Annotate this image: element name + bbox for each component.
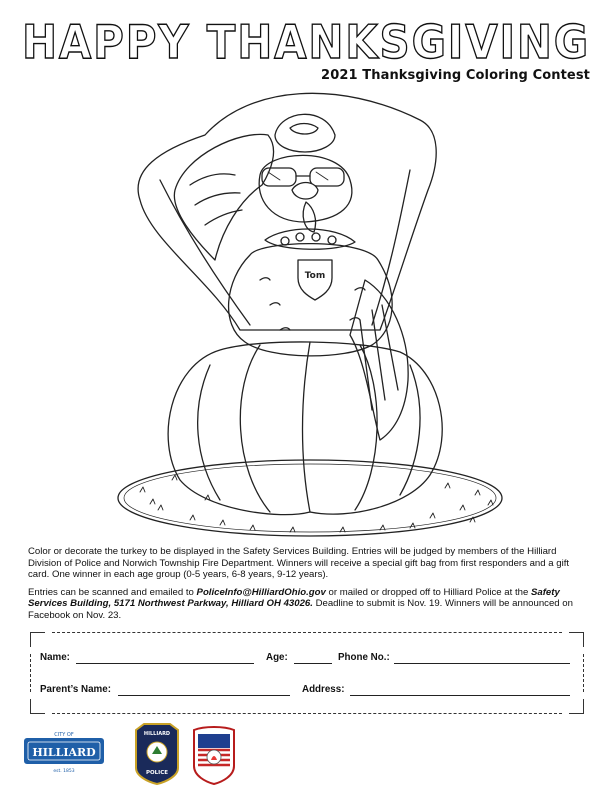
badge-text: Tom xyxy=(304,271,326,281)
deadline-text: Deadline to submit is Nov. 19. Winners will be announced on Facebook on Nov. 23. xyxy=(28,598,573,621)
mail-text: or mailed or dropped off to Hilliard Police at the xyxy=(325,586,531,598)
turkey-cap xyxy=(275,114,335,152)
entry-form xyxy=(30,632,584,714)
grass-rug xyxy=(118,460,502,536)
address-label: Address: xyxy=(302,684,345,695)
contest-subtitle: 2021 Thanksgiving Coloring Contest xyxy=(321,68,590,83)
city-of-text: CITY OF xyxy=(54,732,74,738)
fire-department-shield-icon xyxy=(194,727,234,784)
saluting-wing xyxy=(174,134,273,260)
title-text: HAPPY THANKSGIVING xyxy=(22,15,590,69)
police-badge-bottom-text: POLICE xyxy=(145,770,169,776)
drop-off-address: Safety Services Building, 5171 Northwest Parkway, Hilliard OH 43026. xyxy=(28,586,560,610)
name-label: Name: xyxy=(40,652,70,663)
hilliard-police-badge-icon xyxy=(136,724,178,784)
email-link[interactable]: PoliceInfo@HilliardOhio.gov xyxy=(196,586,326,598)
hilliard-wordmark: HILLIARD xyxy=(32,746,96,759)
instructions-paragraph-1: Color or decorate the turkey to be displayed in the Safety Services Building. Entries will be judged by members of the Hilliard Division of Police and Norwich Township Fire Department. Winners will receive a special gift bag from first responders and a gift card. One winner in each age group (0-5 years, 6-8 years, 9-12 years). xyxy=(28,546,570,581)
form-row-1 xyxy=(40,652,570,668)
entries-text: Entries can be scanned and emailed to xyxy=(28,586,197,598)
parent-name-field[interactable] xyxy=(118,695,290,696)
age-field[interactable] xyxy=(294,663,332,664)
page-title xyxy=(0,6,612,72)
age-label: Age: xyxy=(266,652,288,663)
est-text: est. 1853 xyxy=(53,769,75,774)
address-field[interactable] xyxy=(350,695,570,696)
instructions-paragraph-2 xyxy=(28,587,588,622)
sponsor-logos xyxy=(24,720,244,786)
turkey-illustration xyxy=(110,80,510,540)
police-badge-top-text: HILLIARD xyxy=(143,731,171,737)
parent-name-label: Parent’s Name: xyxy=(40,684,111,695)
city-of-hilliard-logo xyxy=(24,732,104,774)
phone-field[interactable] xyxy=(394,663,570,664)
contest-instructions xyxy=(28,546,588,628)
form-row-2 xyxy=(40,684,570,700)
name-field[interactable] xyxy=(76,663,254,664)
phone-label: Phone No.: xyxy=(338,652,390,663)
